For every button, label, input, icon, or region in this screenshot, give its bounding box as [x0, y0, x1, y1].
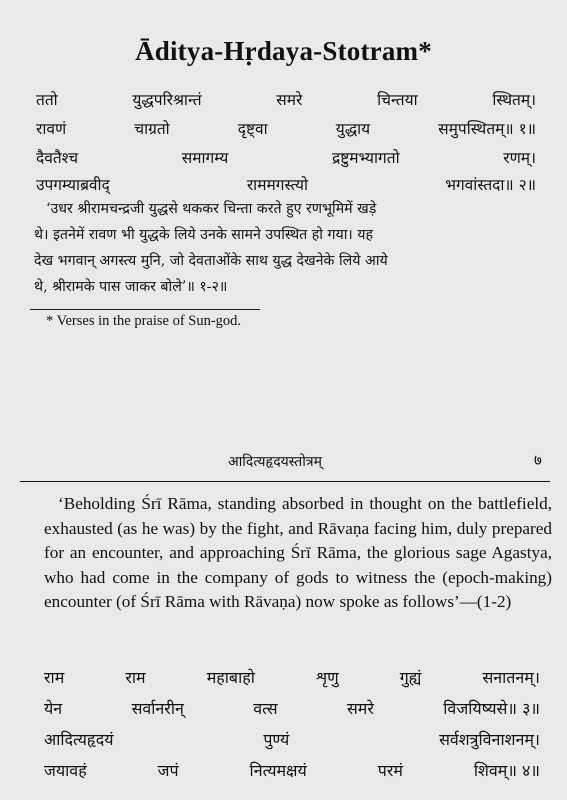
verse-word: भगवांस्तदा॥ २॥ [445, 176, 536, 194]
english-translation [44, 492, 552, 615]
verse-word: दृष्ट्वा [237, 120, 268, 138]
verse-word: सर्वशत्रुविनाशनम्। [439, 730, 540, 749]
verse-word: जपं [157, 761, 179, 780]
verse-word: समरे [346, 699, 374, 718]
verse-word: रणम्। [503, 149, 536, 167]
verse-word: उपगम्याब्रवीद् [36, 176, 110, 194]
verse-word: आदित्यहृदयं [44, 730, 114, 749]
translation-line: थे। इतनेमें रावण भी युद्धके लिये उनके सामने उपस्थित हो गया। यह [34, 227, 374, 243]
verse-word: रावणं [36, 120, 67, 138]
verse-word: समरे [276, 91, 303, 109]
verse-word: युद्धपरिश्रान्तं [132, 91, 202, 109]
verse-word: नित्यमक्षयं [249, 761, 307, 780]
translation-line: ‘उधर श्रीरामचन्द्रजी युद्धसे थककर चिन्ता करते हुए रणभूमिमें खड़े [46, 201, 377, 217]
verse-word: स्थितम्। [492, 91, 536, 109]
verse-word: राम [44, 668, 65, 687]
running-head: आदित्यहृदयस्तोत्रम् [228, 454, 322, 470]
verse-word: सनातनम्। [482, 668, 540, 687]
verse-word: समुपस्थितम्॥ १॥ [438, 120, 536, 138]
verse-word: शिवम्॥ ४॥ [473, 761, 540, 780]
verse-line-3 [36, 146, 536, 168]
verse-line-1 [36, 88, 536, 110]
verse-word: पुण्यं [263, 730, 290, 749]
verse-word: महाबाहो [206, 668, 255, 687]
verse-line-4 [36, 173, 536, 195]
verse-word: राम [125, 668, 146, 687]
verse-line-7 [44, 728, 540, 750]
verse-line-6 [44, 697, 540, 719]
verse-word: द्रष्टुमभ्यागतो [332, 149, 400, 167]
verse-word: शृणु [315, 668, 339, 687]
verse-line-2 [36, 117, 536, 139]
verse-word: गुह्यं [399, 668, 422, 687]
page-title: Āditya-Hṛdaya-Stotram* [135, 36, 432, 66]
footnote-divider [30, 309, 260, 310]
hindi-translation [34, 196, 542, 300]
verse-line-8 [44, 759, 540, 781]
translation-line: देख भगवान् अगस्त्य मुनि, जो देवताओंके साथ युद्ध देखनेके लिये आये [34, 253, 388, 269]
verse-word: ततो [36, 91, 58, 109]
verse-word: येन [44, 699, 63, 718]
verse-word: समागम्य [181, 149, 229, 167]
verse-word: वत्स [253, 699, 278, 718]
english-paragraph: ‘Beholding Śrī Rāma, standing absorbed in thought on the battlefield, exhausted (as he was) by the fight, and Rāvaṇa facing him, duly prepared for an encounter, and approaching Śrī Rāma, the glorious sage Agastya, who had come in the company of gods to witness the (epoch-making) encounter (of Śrī Rāma with Rāvaṇa) now spoke as follows’—(1-2) [44, 494, 552, 611]
header-divider [20, 481, 550, 482]
verse-line-5 [44, 666, 540, 688]
verse-word: जयावहं [44, 761, 87, 780]
verse-word: विजयिष्यसे॥ ३॥ [443, 699, 540, 718]
footnote: * Verses in the praise of Sun-god. [46, 313, 242, 329]
verse-word: परमं [377, 761, 403, 780]
verse-word: चिन्तया [377, 91, 418, 109]
translation-line: थे, श्रीरामके पास जाकर बोले’॥ १-२॥ [34, 279, 228, 295]
verse-word: चाग्रतो [134, 120, 170, 138]
verse-word: युद्धाय [335, 120, 371, 138]
verse-word: दैवतैश्च [36, 149, 79, 167]
page-number: ७ [534, 451, 542, 469]
verse-word: सर्वानरीन् [131, 699, 184, 718]
verse-word: राममगस्त्यो [246, 176, 308, 194]
